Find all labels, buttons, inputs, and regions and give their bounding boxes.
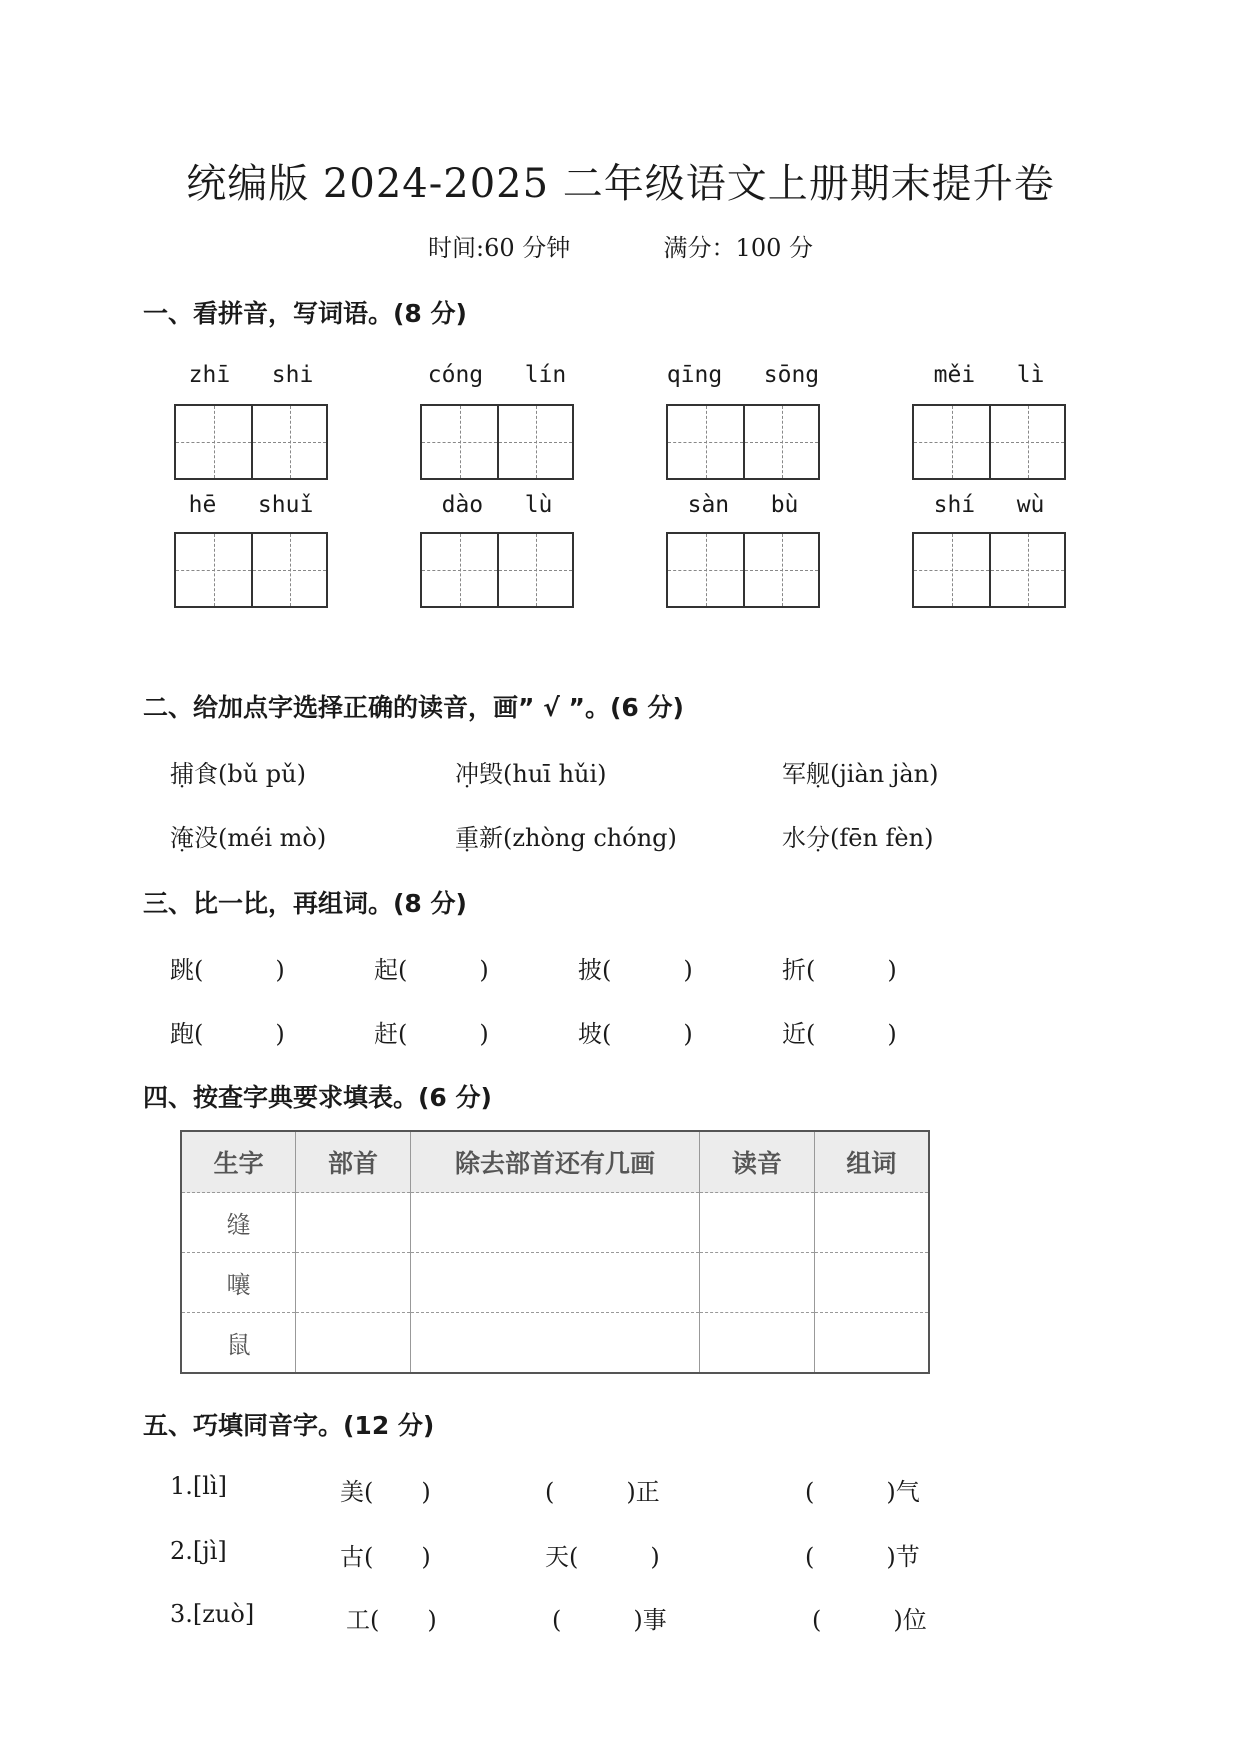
answer-cell[interactable]	[814, 1253, 929, 1313]
table-row	[181, 1253, 929, 1313]
answer-cell[interactable]	[700, 1313, 815, 1374]
homophone-blank[interactable]: 工( )	[346, 1606, 437, 1634]
pronunciation-item[interactable]: 捕食(bǔ pǔ)	[170, 760, 306, 788]
pronunciation-item[interactable]: 水分(fēn fèn)	[782, 824, 934, 852]
table-row	[181, 1313, 929, 1374]
writing-grid[interactable]	[420, 532, 574, 608]
section-3-heading: 三、比一比，再组词。(8 分)	[143, 889, 467, 918]
homophone-blank[interactable]: 天( )	[545, 1543, 660, 1571]
answer-cell[interactable]	[410, 1193, 699, 1253]
homophone-blank[interactable]: ( )节	[805, 1543, 920, 1571]
pinyin-label: dào lù	[441, 492, 553, 518]
homophone-label: 2.[jì]	[170, 1537, 227, 1565]
character-cell: 缝	[181, 1193, 296, 1253]
table-header: 部首	[296, 1131, 411, 1193]
answer-cell[interactable]	[296, 1313, 411, 1374]
full-score: 满分：100 分	[663, 234, 813, 262]
writing-grid[interactable]	[420, 404, 574, 480]
table-header: 生字	[181, 1131, 296, 1193]
section-1-heading: 一、看拼音，写词语。(8 分)	[143, 299, 467, 328]
word-blank[interactable]: 折( )	[782, 956, 897, 984]
answer-cell[interactable]	[700, 1193, 815, 1253]
table-row	[181, 1193, 929, 1253]
exam-info	[0, 228, 1241, 263]
dictionary-table	[180, 1130, 930, 1374]
pronunciation-item[interactable]: 淹没(méi mò)	[170, 824, 327, 852]
page-title: 统编版 2024-2025 二年级语文上册期末提升卷	[186, 161, 1055, 207]
pronunciation-item[interactable]: 军舰(jiàn jàn)	[782, 760, 939, 788]
answer-cell[interactable]	[410, 1313, 699, 1374]
table-header: 读音	[700, 1131, 815, 1193]
pinyin-label: cóng lín	[427, 362, 567, 388]
section-4-heading: 四、按查字典要求填表。(6 分)	[143, 1083, 492, 1112]
homophone-blank[interactable]: 美( )	[340, 1478, 431, 1506]
answer-cell[interactable]	[296, 1193, 411, 1253]
word-blank[interactable]: 跑( )	[170, 1020, 285, 1048]
pinyin-label: zhī shi	[188, 362, 314, 388]
pronunciation-item[interactable]: 重新(zhòng chóng)	[455, 824, 677, 852]
pinyin-label: shí wù	[933, 492, 1045, 518]
homophone-blank[interactable]: ( )正	[545, 1478, 660, 1506]
pinyin-label: qīng sōng	[666, 362, 820, 388]
section-5-heading: 五、巧填同音字。(12 分)	[143, 1411, 435, 1440]
writing-grid[interactable]	[912, 404, 1066, 480]
word-blank[interactable]: 起( )	[374, 956, 489, 984]
homophone-label: 1.[lì]	[170, 1472, 227, 1500]
homophone-label: 3.[zuò]	[170, 1600, 255, 1628]
pinyin-label: měi lì	[933, 362, 1045, 388]
answer-cell[interactable]	[410, 1253, 699, 1313]
writing-grid[interactable]	[912, 532, 1066, 608]
homophone-blank[interactable]: ( )位	[812, 1606, 927, 1634]
character-cell: 嚷	[181, 1253, 296, 1313]
writing-grid[interactable]	[666, 404, 820, 480]
word-blank[interactable]: 赶( )	[374, 1020, 489, 1048]
homophone-blank[interactable]: ( )事	[552, 1606, 667, 1634]
answer-cell[interactable]	[814, 1313, 929, 1374]
word-blank[interactable]: 近( )	[782, 1020, 897, 1048]
pronunciation-item[interactable]: 冲毁(huī hǔi)	[455, 760, 607, 788]
answer-cell[interactable]	[814, 1193, 929, 1253]
homophone-blank[interactable]: 古( )	[340, 1543, 431, 1571]
answer-cell[interactable]	[700, 1253, 815, 1313]
writing-grid[interactable]	[174, 532, 328, 608]
pinyin-label: sàn bù	[687, 492, 799, 518]
character-cell: 鼠	[181, 1313, 296, 1374]
table-header: 除去部首还有几画	[410, 1131, 699, 1193]
word-blank[interactable]: 坡( )	[578, 1020, 693, 1048]
word-blank[interactable]: 跳( )	[170, 956, 285, 984]
writing-grid[interactable]	[174, 404, 328, 480]
writing-grid[interactable]	[666, 532, 820, 608]
homophone-blank[interactable]: ( )气	[805, 1478, 920, 1506]
section-2-heading: 二、给加点字选择正确的读音，画” √ ”。(6 分)	[143, 693, 684, 722]
pinyin-label: hē shuǐ	[188, 492, 314, 518]
word-blank[interactable]: 披( )	[578, 956, 693, 984]
table-header: 组词	[814, 1131, 929, 1193]
time-limit: 时间:60 分钟	[428, 234, 571, 262]
answer-cell[interactable]	[296, 1253, 411, 1313]
